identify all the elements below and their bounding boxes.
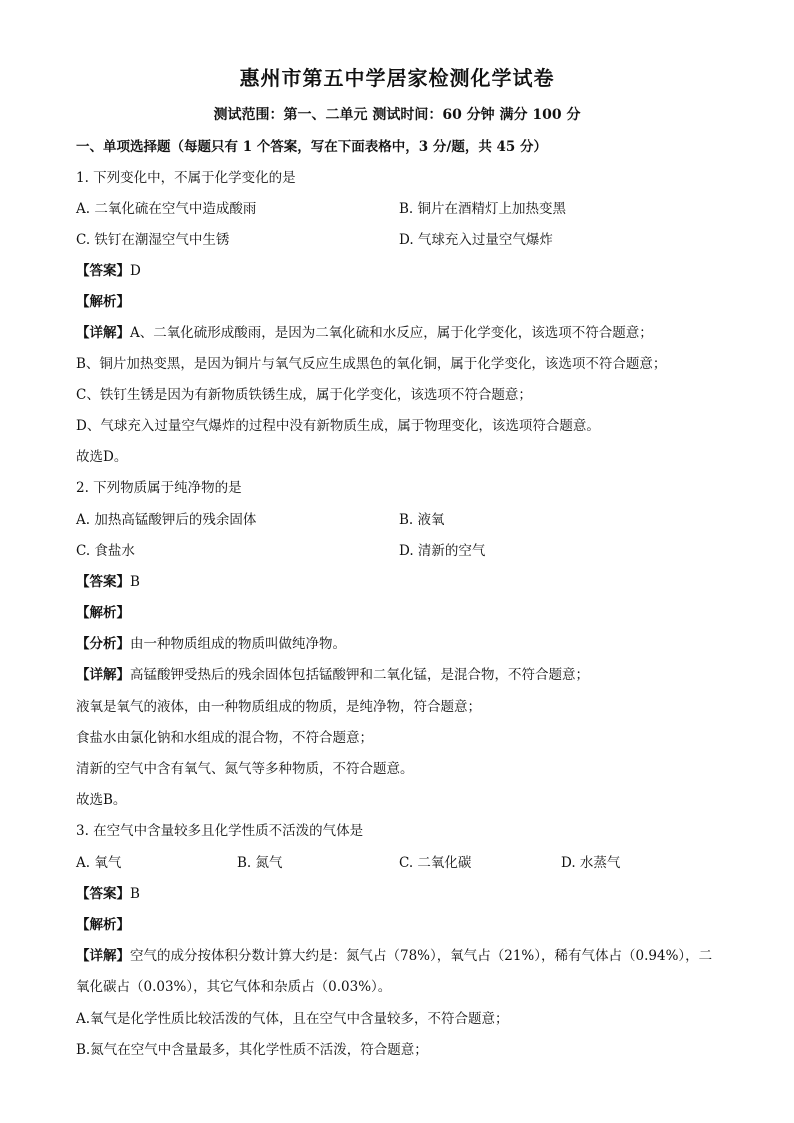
- q1-detail-1-text: A、二氧化硫形成酸雨，是因为二氧化硫和水反应，属于化学变化，该选项不符合题意；: [130, 325, 653, 341]
- q1-option-c: C. 铁钉在潮湿空气中生锈: [76, 232, 230, 248]
- q2-conclusion: 故选B。: [76, 792, 127, 808]
- q3-detail-1-cont: 氧化碳占（0.03%），其它气体和杂质占（0.03%）。: [76, 979, 392, 995]
- q2-detail-1-text: 高锰酸钾受热后的残余固体包括锰酸钾和二氧化锰，是混合物，不符合题意；: [130, 667, 589, 683]
- q1-conclusion: 故选D。: [76, 449, 128, 465]
- page-subtitle: 测试范围：第一、二单元 测试时间：60 分钟 满分 100 分: [213, 107, 581, 123]
- q1-answer-value: D: [130, 263, 141, 279]
- q2-detail-2: 液氧是氧气的液体，由一种物质组成的物质，是纯净物，符合题意；: [76, 699, 481, 715]
- q1-analysis-label: [76, 292, 726, 312]
- q3-option-b: B. 氮气: [237, 855, 283, 871]
- q2-detail-4: 清新的空气中含有氧气、氮气等多种物质，不符合题意。: [76, 761, 414, 777]
- q2-analysis-label: [76, 603, 726, 623]
- q2-answer: [76, 572, 726, 592]
- q1-option-d: D. 气球充入过量空气爆炸: [399, 232, 553, 248]
- detail-label: 【详解】: [76, 667, 130, 683]
- detail-label: 【详解】: [76, 325, 130, 341]
- analysis-label: 【解析】: [76, 605, 130, 621]
- q3-answer-value: B: [130, 886, 140, 902]
- q2-option-d: D. 清新的空气: [399, 543, 486, 559]
- q1-option-b: B. 铜片在酒精灯上加热变黑: [399, 201, 567, 217]
- q3-detail-3: B.氮气在空气中含量最多，其化学性质不活泼，符合题意；: [76, 1042, 428, 1058]
- q2-answer-value: B: [130, 574, 140, 590]
- q3-option-d: D. 水蒸气: [561, 855, 621, 871]
- q1-detail-2: B、铜片加热变黑，是因为铜片与氧气反应生成黑色的氧化铜，属于化学变化，该选项不符合题意；: [76, 356, 667, 372]
- q1-answer: [76, 261, 726, 281]
- q2-fenxi: [76, 634, 726, 654]
- q3-option-a: A. 氧气: [76, 855, 122, 871]
- q3-detail-2: A.氧气是化学性质比较活泼的气体，且在空气中含量较多，不符合题意；: [76, 1011, 509, 1027]
- q2-option-c: C. 食盐水: [76, 543, 135, 559]
- q3-option-c: C. 二氧化碳: [399, 855, 472, 871]
- q1-stem: 1. 下列变化中，不属于化学变化的是: [76, 170, 296, 186]
- q2-fenxi-text: 由一种物质组成的物质叫做纯净物。: [130, 636, 346, 652]
- q2-option-b: B. 液氧: [399, 512, 445, 528]
- analysis-label: 【解析】: [76, 917, 130, 933]
- answer-label: 【答案】: [76, 886, 130, 902]
- analysis-label: 【解析】: [76, 294, 130, 310]
- answer-label: 【答案】: [76, 263, 130, 279]
- q2-detail-1: [76, 665, 726, 685]
- section-heading: 一、单项选择题（每题只有 1 个答案，写在下面表格中，3 分/题，共 45 分）: [76, 139, 548, 155]
- q2-stem: 2. 下列物质属于纯净物的是: [76, 480, 242, 496]
- q3-detail-1-text: 空气的成分按体积分数计算大约是：氮气占（78%），氧气占（21%），稀有气体占（0.94%），二: [130, 948, 713, 964]
- q1-detail-3: C、铁钉生锈是因为有新物质铁锈生成，属于化学变化，该选项不符合题意；: [76, 387, 532, 403]
- q2-option-a: A. 加热高锰酸钾后的残余固体: [76, 512, 257, 528]
- q2-detail-3: 食盐水由氯化钠和水组成的混合物，不符合题意；: [76, 730, 373, 746]
- q3-stem: 3. 在空气中含量较多且化学性质不活泼的气体是: [76, 823, 364, 839]
- page-title: 惠州市第五中学居家检测化学试卷: [239, 66, 555, 90]
- fenxi-label: 【分析】: [76, 636, 130, 652]
- q3-answer: [76, 884, 726, 904]
- q1-option-a: A. 二氧化硫在空气中造成酸雨: [76, 201, 257, 217]
- detail-label: 【详解】: [76, 948, 130, 964]
- q3-analysis-label: [76, 915, 726, 935]
- answer-label: 【答案】: [76, 574, 130, 590]
- q3-detail-1: [76, 946, 726, 966]
- q1-detail-4: D、气球充入过量空气爆炸的过程中没有新物质生成，属于物理变化，该选项符合题意。: [76, 418, 600, 434]
- q1-detail-1: [76, 323, 726, 343]
